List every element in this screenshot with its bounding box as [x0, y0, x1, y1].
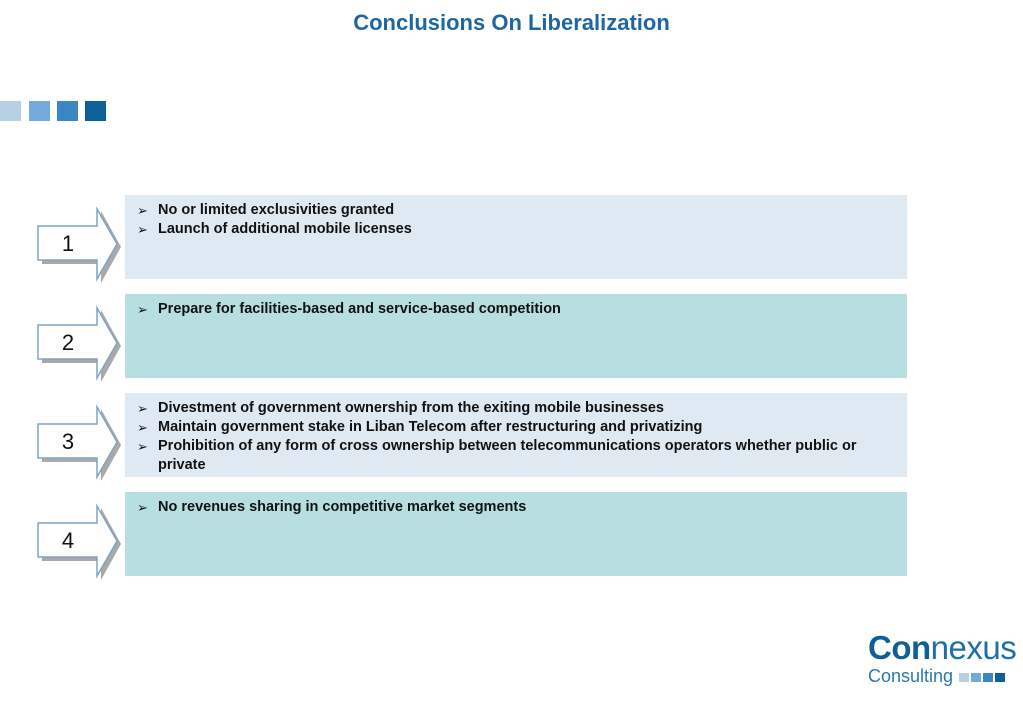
bullet-text: Launch of additional mobile licenses [158, 221, 412, 237]
chevron-arrow-icon [36, 407, 122, 479]
bullet-item [135, 437, 897, 475]
bullet-text: No or limited exclusivities granted [158, 202, 395, 218]
logo-word-strong: Con [868, 629, 931, 666]
conclusion-row [0, 393, 1023, 477]
conclusion-number: 2 [61, 330, 75, 355]
chevron-arrow-icon [36, 308, 122, 380]
arrowhead-bullet-icon: ➢ [137, 420, 148, 435]
logo-subtitle-text: Consulting [868, 666, 954, 686]
conclusion-row [0, 294, 1023, 378]
slide-title: Conclusions On Liberalization [353, 10, 670, 35]
chevron-arrow-icon [36, 506, 122, 578]
decor-square [57, 101, 78, 121]
arrowhead-bullet-icon: ➢ [137, 500, 148, 515]
bullet-text: Maintain government stake in Liban Telecom after restructuring and privatizing [158, 419, 703, 435]
arrowhead-bullet-icon: ➢ [137, 203, 148, 218]
arrowhead-bullet-icon: ➢ [137, 222, 148, 237]
bullet-text: Prepare for facilities-based and service-based competition [158, 301, 561, 317]
decor-square [29, 101, 50, 121]
bullet-text: Divestment of government ownership from the exiting mobile businesses [158, 400, 664, 416]
conclusion-number: 3 [61, 429, 75, 454]
conclusion-box [125, 393, 907, 477]
conclusion-box [125, 195, 907, 279]
bullet-item [135, 418, 897, 437]
conclusion-box [125, 294, 907, 378]
logo-wordmark [868, 630, 1018, 666]
logo-square [983, 673, 993, 682]
chevron-arrow-icon [36, 209, 122, 281]
conclusion-row [0, 195, 1023, 279]
logo-square [971, 673, 981, 682]
conclusion-number: 1 [61, 231, 75, 256]
bullet-text: No revenues sharing in competitive market segments [158, 499, 527, 515]
conclusion-row [0, 492, 1023, 576]
logo-square [959, 673, 969, 682]
logo-subtitle [868, 666, 1018, 686]
bullet-item [135, 300, 897, 319]
bullet-text: Prohibition of any form of cross ownership between telecommunications operators whether public or private [158, 438, 857, 473]
decor-square [85, 101, 106, 121]
logo-word-rest: nexus [930, 629, 1017, 666]
conclusion-box [125, 492, 907, 576]
decor-square [0, 101, 21, 121]
bullet-item [135, 498, 897, 517]
company-logo [868, 630, 1018, 690]
conclusion-number: 4 [61, 528, 75, 553]
arrowhead-bullet-icon: ➢ [137, 302, 148, 317]
arrowhead-bullet-icon: ➢ [137, 401, 148, 416]
arrowhead-bullet-icon: ➢ [137, 439, 148, 454]
bullet-item [135, 399, 897, 418]
bullet-item [135, 220, 897, 239]
logo-square [995, 673, 1005, 682]
bullet-item [135, 201, 897, 220]
